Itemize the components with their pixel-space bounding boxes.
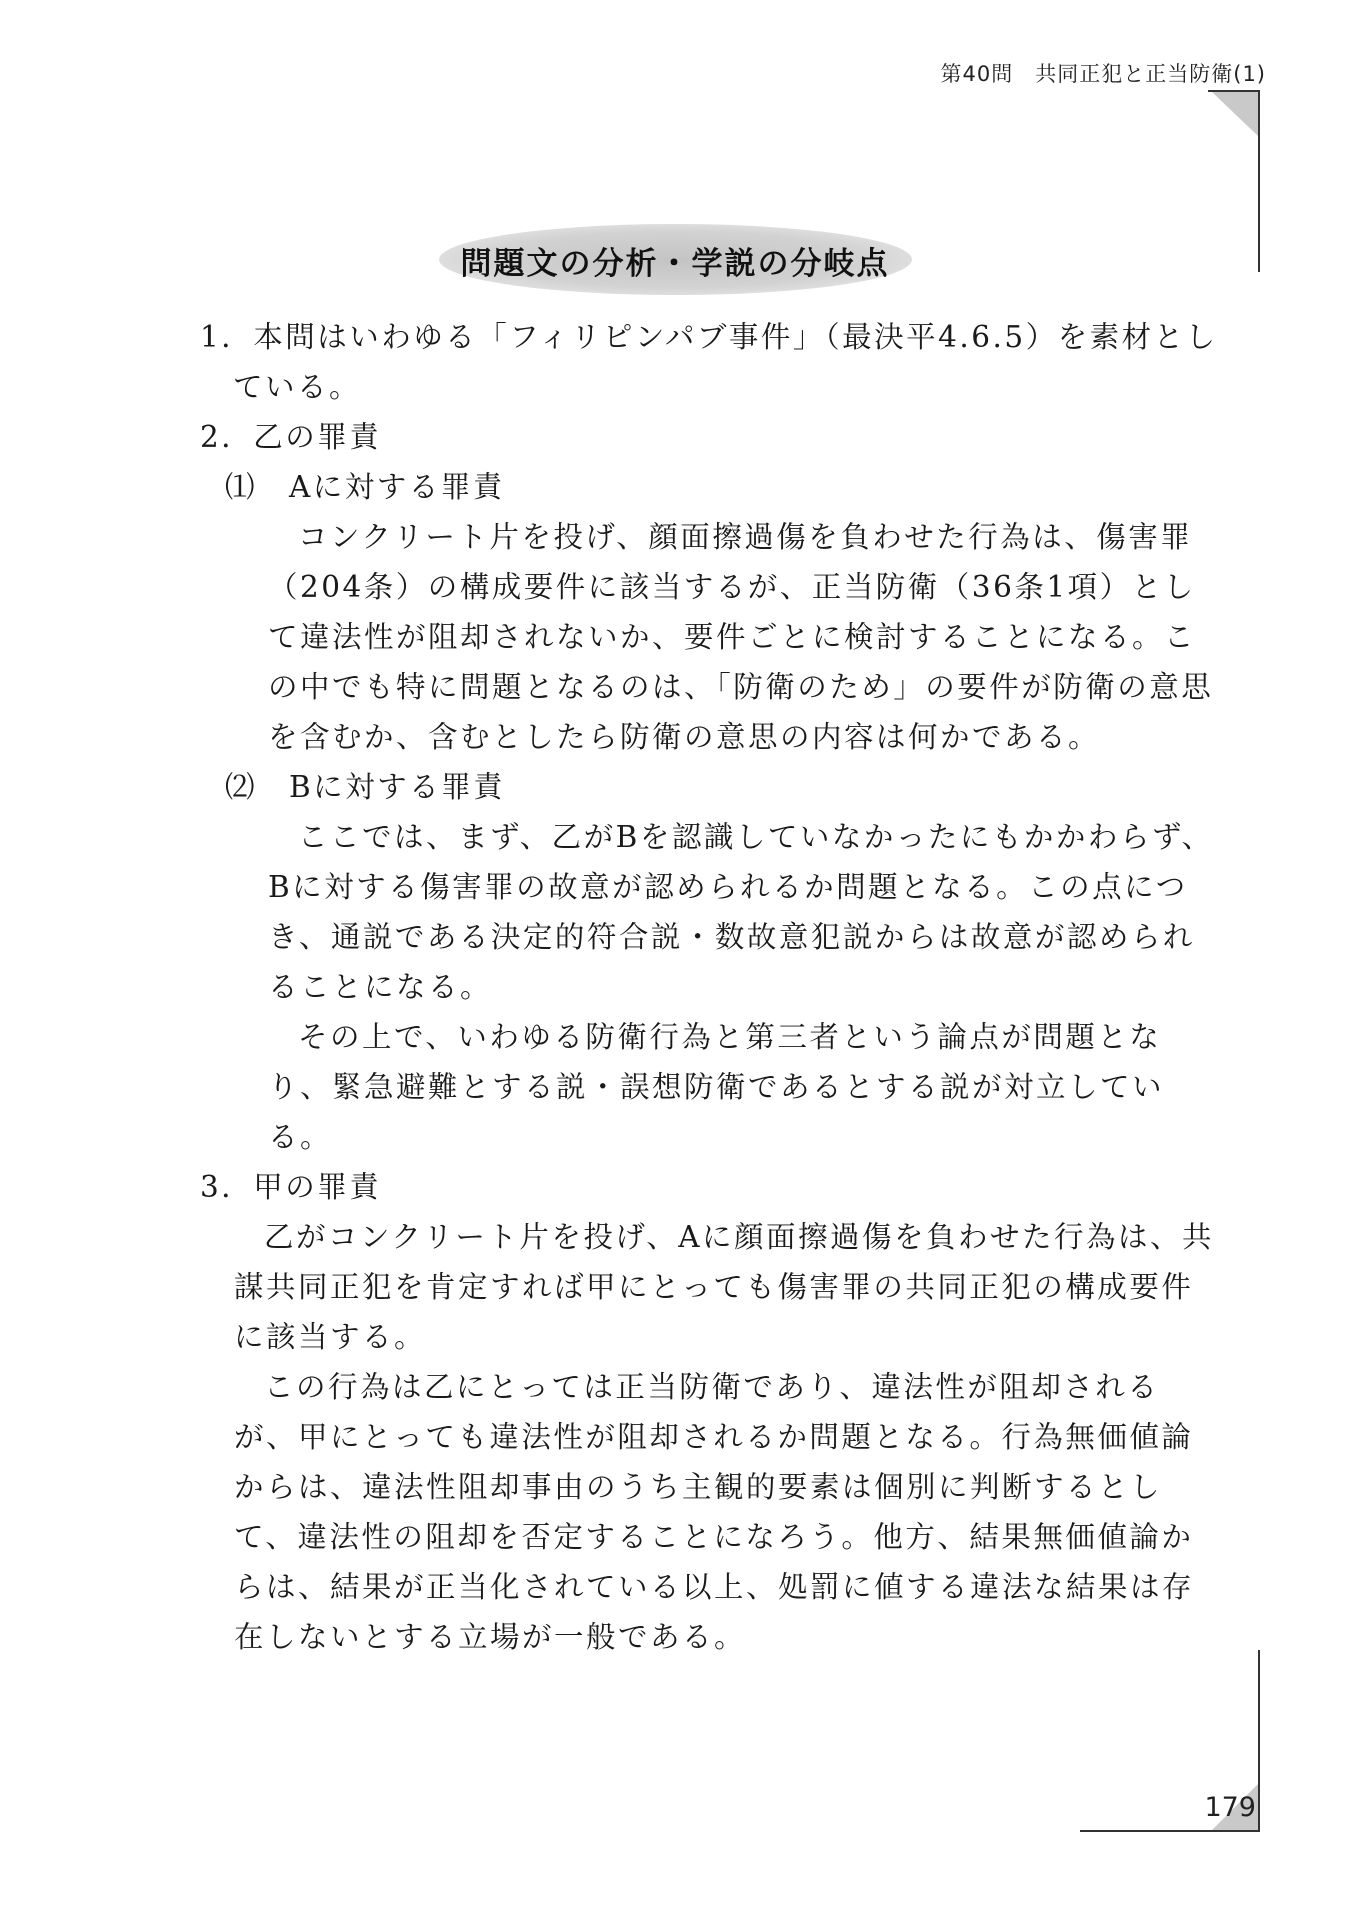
item-2-1-heading: ⑴ Aに対する罪責 (225, 470, 505, 504)
item-3-paragraph-2: この行為は乙にとっては正当防衛であり、違法性が阻却されるが、甲にとっても違法性が阻却されるか問題となる。行為無価値論からは、違法性阻却事由のうち主観的要素は個別に判断するとして、違法性の阻却を否定することになろう。他方、結果無価値論からは、結果が正当化されている以上、処罰に値する違法な結果は存在しないとする立場が一般である。 (234, 1370, 1195, 1654)
item-3-paragraph-1: 乙がコンクリート片を投げ、Aに顔面擦過傷を負わせた行為は、共謀共同正犯を肯定すれば甲にとっても傷害罪の共同正犯の構成要件に該当する。 (234, 1220, 1215, 1354)
section-title-wrap (0, 224, 1350, 295)
item-2-2-heading: ⑵ Bに対する罪責 (225, 770, 506, 804)
item-2-2-paragraph-1: ここでは、まず、乙がBを認識していなかったにもかかわらず、Bに対する傷害罪の故意が認められるか問題となる。この点につき、通説である決定的符合説・数故意犯説からは故意が認められることになる。 (268, 820, 1214, 1004)
item-1-intro: 1．本問はいわゆる「フィリピンパブ事件」（最決平4.6.5）を素材としている。 (200, 320, 1218, 404)
body-content (200, 312, 1220, 1662)
section-title: 問題文の分析・学説の分岐点 (439, 224, 912, 295)
item-2-heading: 2．乙の罪責 (200, 420, 382, 454)
running-head: 第40問 共同正犯と正当防衛(1) (940, 62, 1266, 86)
top-corner-tab (1212, 92, 1258, 136)
page-number: 179 (1204, 1792, 1256, 1823)
item-2-2-paragraph-2: その上で、いわゆる防衛行為と第三者という論点が問題となり、緊急避難とする説・誤想防衛であるとする説が対立している。 (268, 1020, 1165, 1154)
item-3-heading: 3．甲の罪責 (200, 1170, 382, 1204)
bottom-horizontal-rule (1080, 1830, 1260, 1832)
item-2-1-paragraph: コンクリート片を投げ、顔面擦過傷を負わせた行為は、傷害罪（204条）の構成要件に該当するが、正当防衛（36条1項）として違法性が阻却されないか、要件ごとに検討することになる。この中でも特に問題となるのは、「防衛のため」の要件が防衛の意思を含むか、含むとしたら防衛の意思の内容は何かである。 (268, 520, 1214, 754)
bottom-vertical-rule (1258, 1650, 1260, 1830)
